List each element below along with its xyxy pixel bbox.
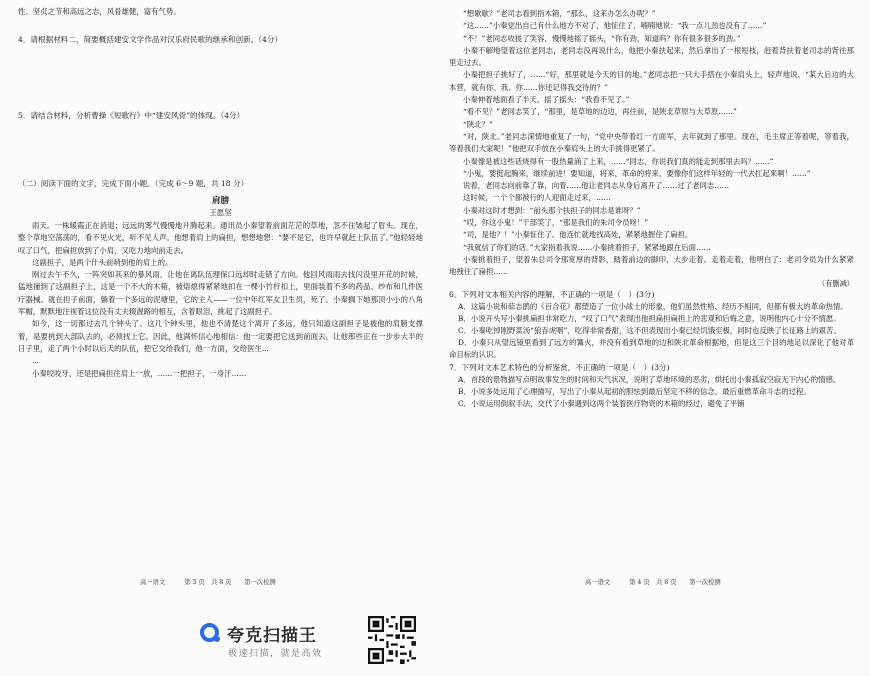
watermark-brand: 夸克扫描王 — [227, 626, 317, 646]
question-6: 6．下列对文本相关内容的理解，不正确的一项是（ ）(3分) — [449, 289, 655, 299]
question-7-options — [449, 374, 854, 411]
intro-tail-text: 性、坚贞之节和高远之志，风骨雄健，富有气势。 — [18, 7, 181, 16]
story-paragraph: 如今，这一切都过去几个钟头了。这几个钟头里，他也不清楚这个离开了多远，他只知道这副担子是被他的肩膀支撑着，是要挑到大部队去的，必须找上它。因此，他满怀信心地相信：他一定要把它送到前面去，让他那些正在一步步大半的日子里，走了两个小时以后天的队伍，把它交给我们，他一方面，交给医生... — [18, 319, 423, 353]
story-paragraph: “我就信了你们的话。”大家指着我说……小秦挑着担子，紧紧地跟在后面…… — [463, 242, 711, 252]
question-4: 4．请根据材料二，简要概括建安文学作品对汉乐府民歌的继承和创新。（4分） — [18, 35, 283, 44]
story-paragraph: 小秦挑着担子，望着朱总司令那宽厚的背影，踏着前边的脚印，大步走着。走着走着，他明白了：老司令员为什么紧紧地拽住了扁担…… — [449, 254, 854, 277]
question-7: 7．下列对文本艺术特色的分析鉴赏，不正确的一项是（ ）(3分) — [449, 362, 670, 372]
story-paragraph: 这副担子，是两个什头前哨到他的肩上的。 — [32, 257, 173, 267]
page-footer-right: 高一语文 第 4 页 共 8 页 第一次检测 — [585, 579, 721, 586]
answer-option: A．这篇小说和茹志鹃的《百合花》都塑造了一位小战士的形象，他们虽然性格、经历不相同，但都有极大的革命热情。 — [458, 301, 848, 311]
story-paragraph: 雨天。一株暖霞正在消退；远远的雾气慢慢地升腾起来。通讯员小秦望着前面茫茫的草地，忽不住皱起了眉头。现在，整个草地空荡荡的，看不见火光，听不见人声。他想着肩上的扁担，想想地想：“要不是它，也许早就赶上队伍了。”他轻轻地叹了口气，把扁担放到了小肩，又吃力地向前走去。 — [18, 221, 423, 255]
story-paragraph: “哎，你这小鬼！”干部笑了，“那是我们的朱司令员呀！” — [463, 218, 649, 228]
watermark-slogan: 极速扫描，就是高效 — [228, 649, 323, 659]
story-paragraph: 小秦伸着地面看了半天，摇了摇头：“我看不见了。” — [463, 95, 630, 105]
section-2-heading: （二）阅读下面的文字，完成下面小题。（完成 6～9 题，共 18 分） — [18, 179, 249, 188]
story-paragraph: 说着，老同志向前靠了靠，向着……他让老同志从身后离开了……过了老同志…… — [463, 181, 730, 191]
story-paragraph: 小秦像是被这些话烧得有一股热量涌了上来，……“同志，你说我们真的能走到那里去吗？……” — [463, 156, 774, 166]
story-paragraph: 小秦把担子挑好了，……“好，那里就是今天的目的地。”老同志把一只大手搭在小秦肩头上，轻声地说，“某大后边的大本营，就有你、我、你……你还记得我交待的？” — [449, 70, 854, 92]
story-paragraph: “对，陕北。”老同志深情地重复了一句，“党中央带着红一方面军，去年就到了那里。现在，毛主席正等着呢，等着我，等着我们大家呢！”他把双手放在小秦肩头上的大手挑得更紧了。 — [449, 131, 854, 154]
page-footer-left: 高一语文 第 3 页 共 8 页 第一次检测 — [140, 579, 276, 586]
scanner-watermark — [195, 610, 435, 670]
exam-page-4 — [435, 0, 870, 676]
story-paragraph: “小鬼，要挺起胸来，继续前进！要知道，将来，革命的将来，要像你们这样年轻的一代去扛起来啊！……” — [463, 168, 811, 178]
story-body-right — [449, 8, 854, 279]
story-paragraph: “司，是他？！”小秦怔住了。他连忙就地找高处，紧紧地握住了扁担。 — [463, 230, 693, 240]
story-paragraph: 小秦咬咬牙，还是把扁担往肩上一放，……一把担子，一身汗…… — [32, 368, 247, 378]
answer-option: C．小说运用倒叙手法，交代了小秦遇到这两个装着医疗物资的木箱的经过，避免了平铺 — [458, 398, 745, 408]
quark-logo-dot-icon — [214, 636, 220, 642]
story-paragraph: “看不见？”老同志笑了，“那里，是草地的边边，再往前，是陕北草原与大草原……” — [463, 107, 737, 117]
story-body-left — [18, 220, 423, 380]
answer-option: B．小说开头写小秦挑扁担非常吃力，“叹了口气”表现出他担扁担扁担上的悲观和后悔之意，说明他内心十分不情愿。 — [458, 313, 841, 323]
answer-option: B．小说多处运用了心理描写，写出了小秦从起初的胆怯到最后坚定不移的信念，最后重燃革命斗志的过程。 — [458, 386, 811, 396]
story-paragraph: 小秦不解地望着这位老同志，老同志没再说什么，他把小秦扶起来，然后拿出了一根短枝，赶着背扶着老司志的背往那里走过去。 — [449, 45, 854, 68]
answer-option: C．小秦吃掉刚野菜汤“狼吞虎咽”，吃得非常香甜，这不但表现出小秦已经饥饿至极，同时也反映了长征路上的艰苦。 — [458, 325, 841, 335]
answer-option: D．小秦只从望远镜里看到了远方的篝火，并没有看到草地的边和陕北革命根据地，但是这三个目的地足以深化了他对革命目标的认识。 — [449, 338, 854, 360]
story-title: 肩膀 — [211, 196, 229, 206]
story-paragraph: “不！”老同志收拢了笑容，慢慢地摇了摇头，“你有劲，知道吗？你有很多很多的劲。” — [463, 33, 741, 43]
story-paragraph: 刚过去午不久，一阵突如其来的暴风雨，让他在离队伍理保口远却时走错了方向。他回风雨雨去找闪没里开花的时候，猛地撞到了这副担子上，这是一个不大的木箱，被熔熄得紧紧地扣在一棵小竹杆扣上，里面装着不多的药品、纱布和几件医疗器械。就在担子前面，躺着一个多远的泥塘里，它的主人——一位中年红军女卫生员，死了。小秦搁下她那顶小小的八角军帽，默默地注视着这位没有丈夫辍渥路的相互，含着眼泪，挑起了这副担子。 — [18, 270, 423, 317]
story-paragraph: 这时候，一个个都被行的人迎面走过来，…… — [463, 193, 611, 203]
qr-code-icon — [368, 616, 416, 664]
question-5: 5．请结合材料，分析曹操《短歌行》中“建安风骨”的体现。（4分） — [18, 111, 245, 120]
story-paragraph: “想歇歇？”老司志看到指木箱，“那么，这来办怎么办呢？” — [463, 9, 656, 18]
story-paragraph: 小秦对这时才想到：“前头那个扶担子的同志是谁呀？” — [463, 205, 641, 215]
source-note: （有删减） — [818, 278, 854, 288]
story-paragraph: ... — [32, 356, 40, 366]
story-paragraph: “陕北？” — [463, 119, 493, 129]
answer-option: A．首段的景物描写点明故事发生的时间和天气状况，说明了草地环境的恶劣，烘托出小秦孤寂空寂无下内心的情感。 — [458, 374, 841, 384]
question-6-options — [449, 301, 854, 362]
story-paragraph: “这……”小秦觉出自己有什么地方不对了，他怔住了，喃喃地说：“我一点儿劲也没有了……” — [463, 21, 767, 31]
story-author: 王愿坚 — [209, 208, 232, 217]
